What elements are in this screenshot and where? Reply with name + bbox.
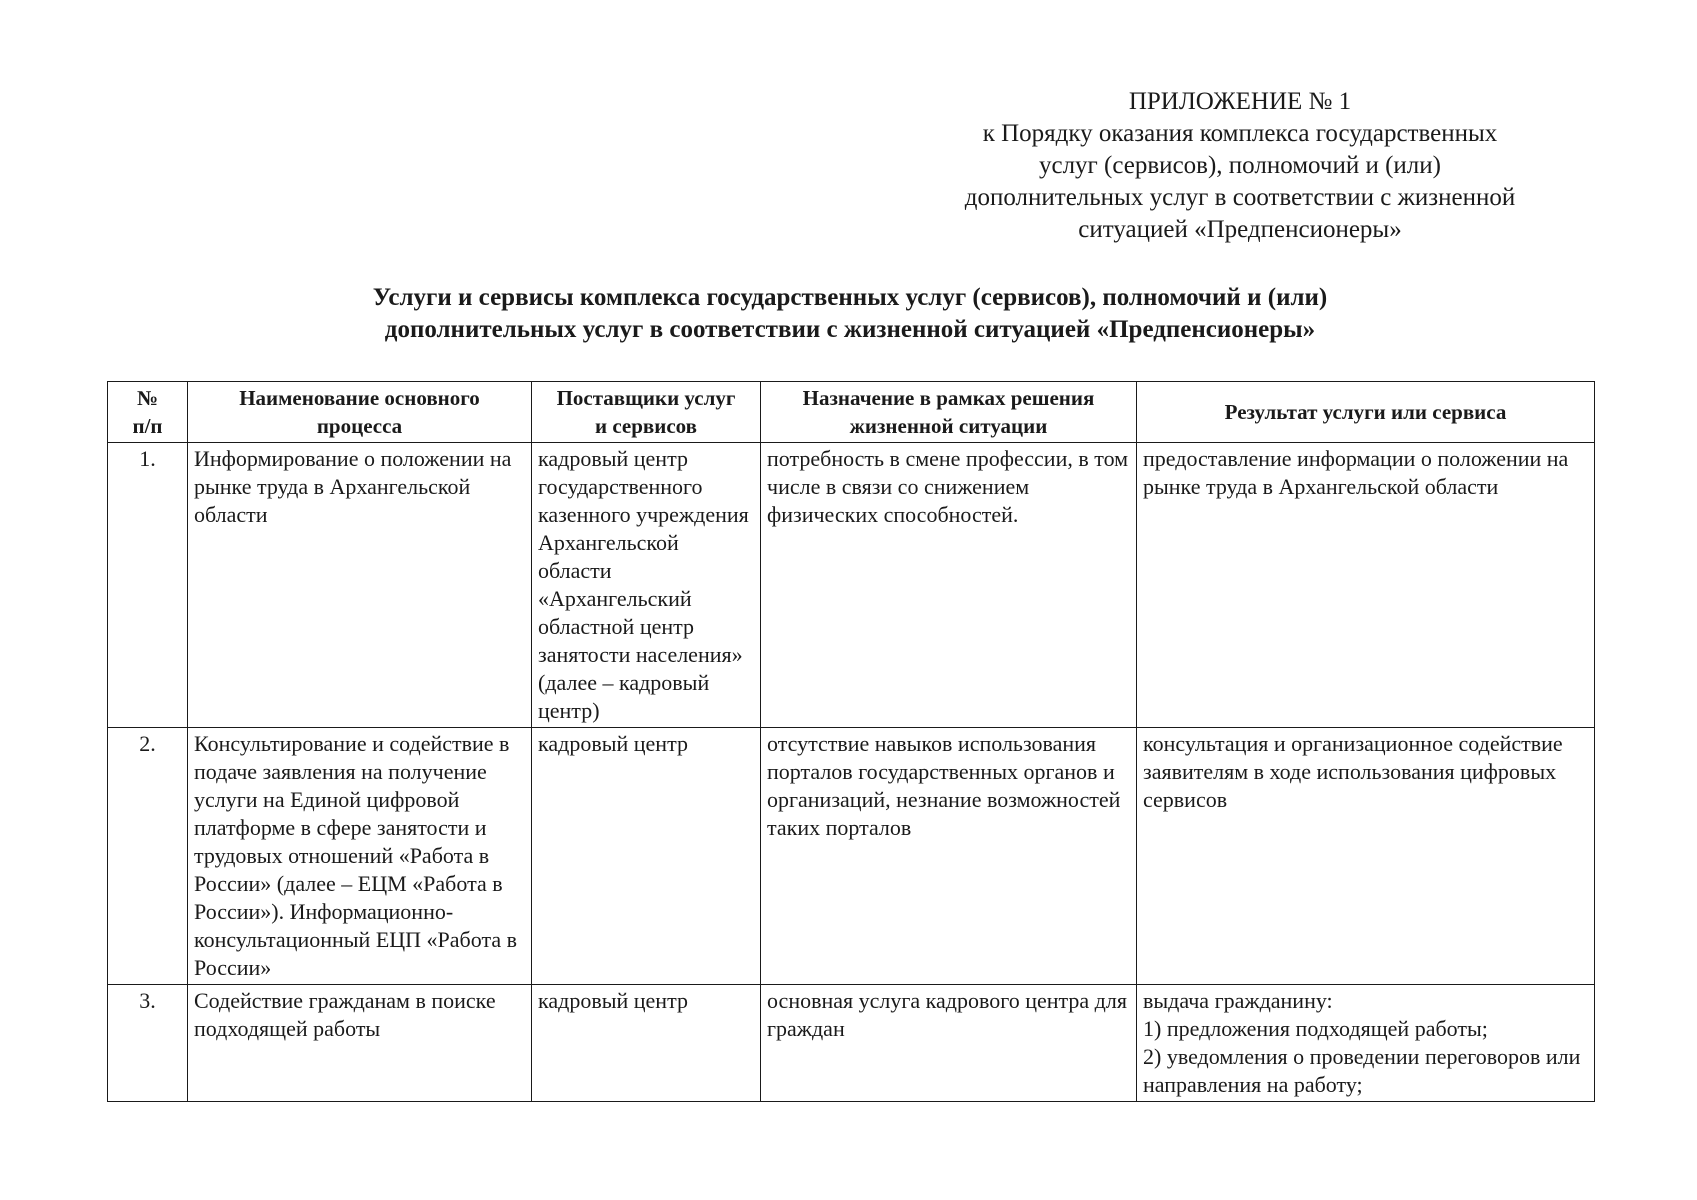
header-text: Наименование основного	[239, 386, 480, 410]
header-text: Результат услуги или сервиса	[1224, 400, 1507, 424]
appendix-line: дополнительных услуг в соответствии с жизненной	[964, 184, 1516, 211]
appendix-heading: ПРИЛОЖЕНИЕ № 1	[1128, 88, 1352, 115]
header-text: жизненной ситуации	[849, 414, 1048, 438]
appendix-header	[950, 86, 1530, 246]
appendix-line: к Порядку оказания комплекса государственных	[982, 120, 1498, 147]
table-header-row	[108, 382, 1595, 443]
row-number: 3.	[108, 985, 188, 1102]
row-number: 2.	[108, 728, 188, 985]
row-process: Консультирование и содействие в подаче заявления на получение услуги на Единой цифровой платформе в сфере занятости и трудовых отношений «Работа в России» (далее – ЕЦМ «Работа в России»). Информационно-консультационный ЕЦП «Работа в России»	[188, 728, 532, 985]
header-num	[108, 382, 188, 443]
header-text: №	[136, 386, 159, 410]
table-row	[108, 443, 1595, 728]
row-result: предоставление информации о положении на рынке труда в Архангельской области	[1137, 443, 1595, 728]
header-text: процесса	[316, 414, 403, 438]
row-supplier: кадровый центр	[532, 985, 761, 1102]
header-suppliers	[532, 382, 761, 443]
header-text: и сервисов	[594, 414, 697, 438]
document-title	[250, 282, 1450, 346]
header-text: Назначение в рамках решения	[802, 386, 1095, 410]
header-result	[1137, 382, 1595, 443]
table-row	[108, 728, 1595, 985]
title-line: Услуги и сервисы комплекса государственных услуг (сервисов), полномочий и (или)	[372, 284, 1328, 311]
table-row	[108, 985, 1595, 1102]
appendix-line: услуг (сервисов), полномочий и (или)	[1038, 152, 1441, 179]
title-line: дополнительных услуг в соответствии с жизненной ситуацией «Предпенсионеры»	[384, 316, 1316, 343]
row-process: Информирование о положении на рынке труда в Архангельской области	[188, 443, 532, 728]
row-number: 1.	[108, 443, 188, 728]
row-result: консультация и организационное содействие заявителям в ходе использования цифровых сервисов	[1137, 728, 1595, 985]
header-text: Поставщики услуг	[556, 386, 736, 410]
row-process: Содействие гражданам в поиске подходящей работы	[188, 985, 532, 1102]
row-supplier: кадровый центр	[532, 728, 761, 985]
row-supplier: кадровый центр государственного казенного учреждения Архангельской области «Архангельский областной центр занятости населения» (далее – кадровый центр)	[532, 443, 761, 728]
services-table	[107, 381, 1595, 1102]
appendix-line: ситуацией «Предпенсионеры»	[1078, 216, 1402, 243]
result-line: 1) предложения подходящей работы;	[1143, 1016, 1488, 1041]
row-purpose: основная услуга кадрового центра для граждан	[761, 985, 1137, 1102]
row-result	[1137, 985, 1595, 1102]
header-text: п/п	[132, 414, 163, 438]
row-purpose: потребность в смене профессии, в том числе в связи со снижением физических способностей.	[761, 443, 1137, 728]
header-purpose	[761, 382, 1137, 443]
result-line: выдача гражданину:	[1143, 988, 1333, 1013]
row-purpose: отсутствие навыков использования порталов государственных органов и организаций, незнание возможностей таких порталов	[761, 728, 1137, 985]
result-line: 2) уведомления о проведении переговоров или направления на работу;	[1143, 1044, 1581, 1097]
header-process	[188, 382, 532, 443]
